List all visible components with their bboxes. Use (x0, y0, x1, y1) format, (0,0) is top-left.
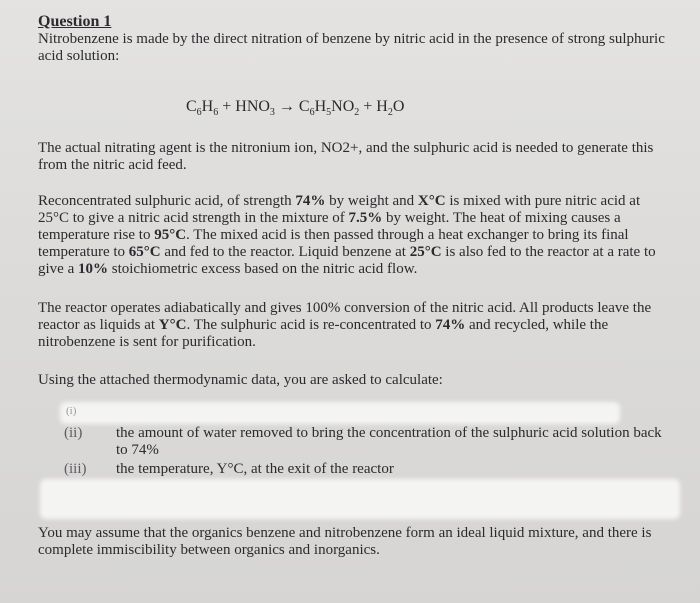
instruction-paragraph: Using the attached thermodynamic data, you are asked to calculate: (38, 372, 443, 388)
list-item (0, 461, 700, 479)
item-text: the amount of water removed to bring the concentration of the sulphuric acid solution back to 74% (116, 425, 662, 458)
reaction-equation: $C_6H_6 + HNO_3 \to C_6H_5NO_2 + H_2O$ (186, 98, 405, 119)
reactor-paragraph: The reactor operates adiabatically and gives 100% conversion of the nitric acid. All products leave the reactor as liquids at Y°C. The sulphuric acid is re-concentrated to 74% and recycled, while the nitrobenzene is sent for purification. (38, 300, 652, 350)
nitronium-paragraph: The actual nitrating agent is the nitronium ion, NO2+, and the sulphuric acid is needed to generate this from the nitric acid feed. (38, 140, 654, 173)
process-paragraph: Reconcentrated sulphuric acid, of strength 74% by weight and X°C is mixed with pure nitric acid at 25°C to give a nitric acid strength in the mixture of 7.5% by weight. The heat of mixing causes a temperature rise to 95°C. The mixed acid is then passed through a heat exchanger to bring its final temperature to 65°C and fed to the reactor. Liquid benzene at 25°C is also fed to the reactor at a rate to give a 10% stoichiometric excess based on the nitric acid flow. (38, 193, 656, 277)
redacted-glyph: (i) (66, 405, 77, 417)
item-text: the temperature, Y°C, at the exit of the reactor (116, 461, 394, 477)
question-heading: Question 1 (38, 13, 112, 30)
list-item (0, 425, 700, 461)
item-number: (iii) (64, 461, 87, 477)
redaction-mark (60, 402, 620, 424)
assumption-paragraph: You may assume that the organics benzene and nitrobenzene form an ideal liquid mixture, and there is complete immiscibility between organics and inorganics. (38, 525, 652, 558)
intro-paragraph: Nitrobenzene is made by the direct nitration of benzene by nitric acid in the presence of strong sulphuric acid solution: (38, 31, 665, 64)
item-number: (ii) (64, 425, 83, 441)
redaction-mark (40, 479, 680, 519)
